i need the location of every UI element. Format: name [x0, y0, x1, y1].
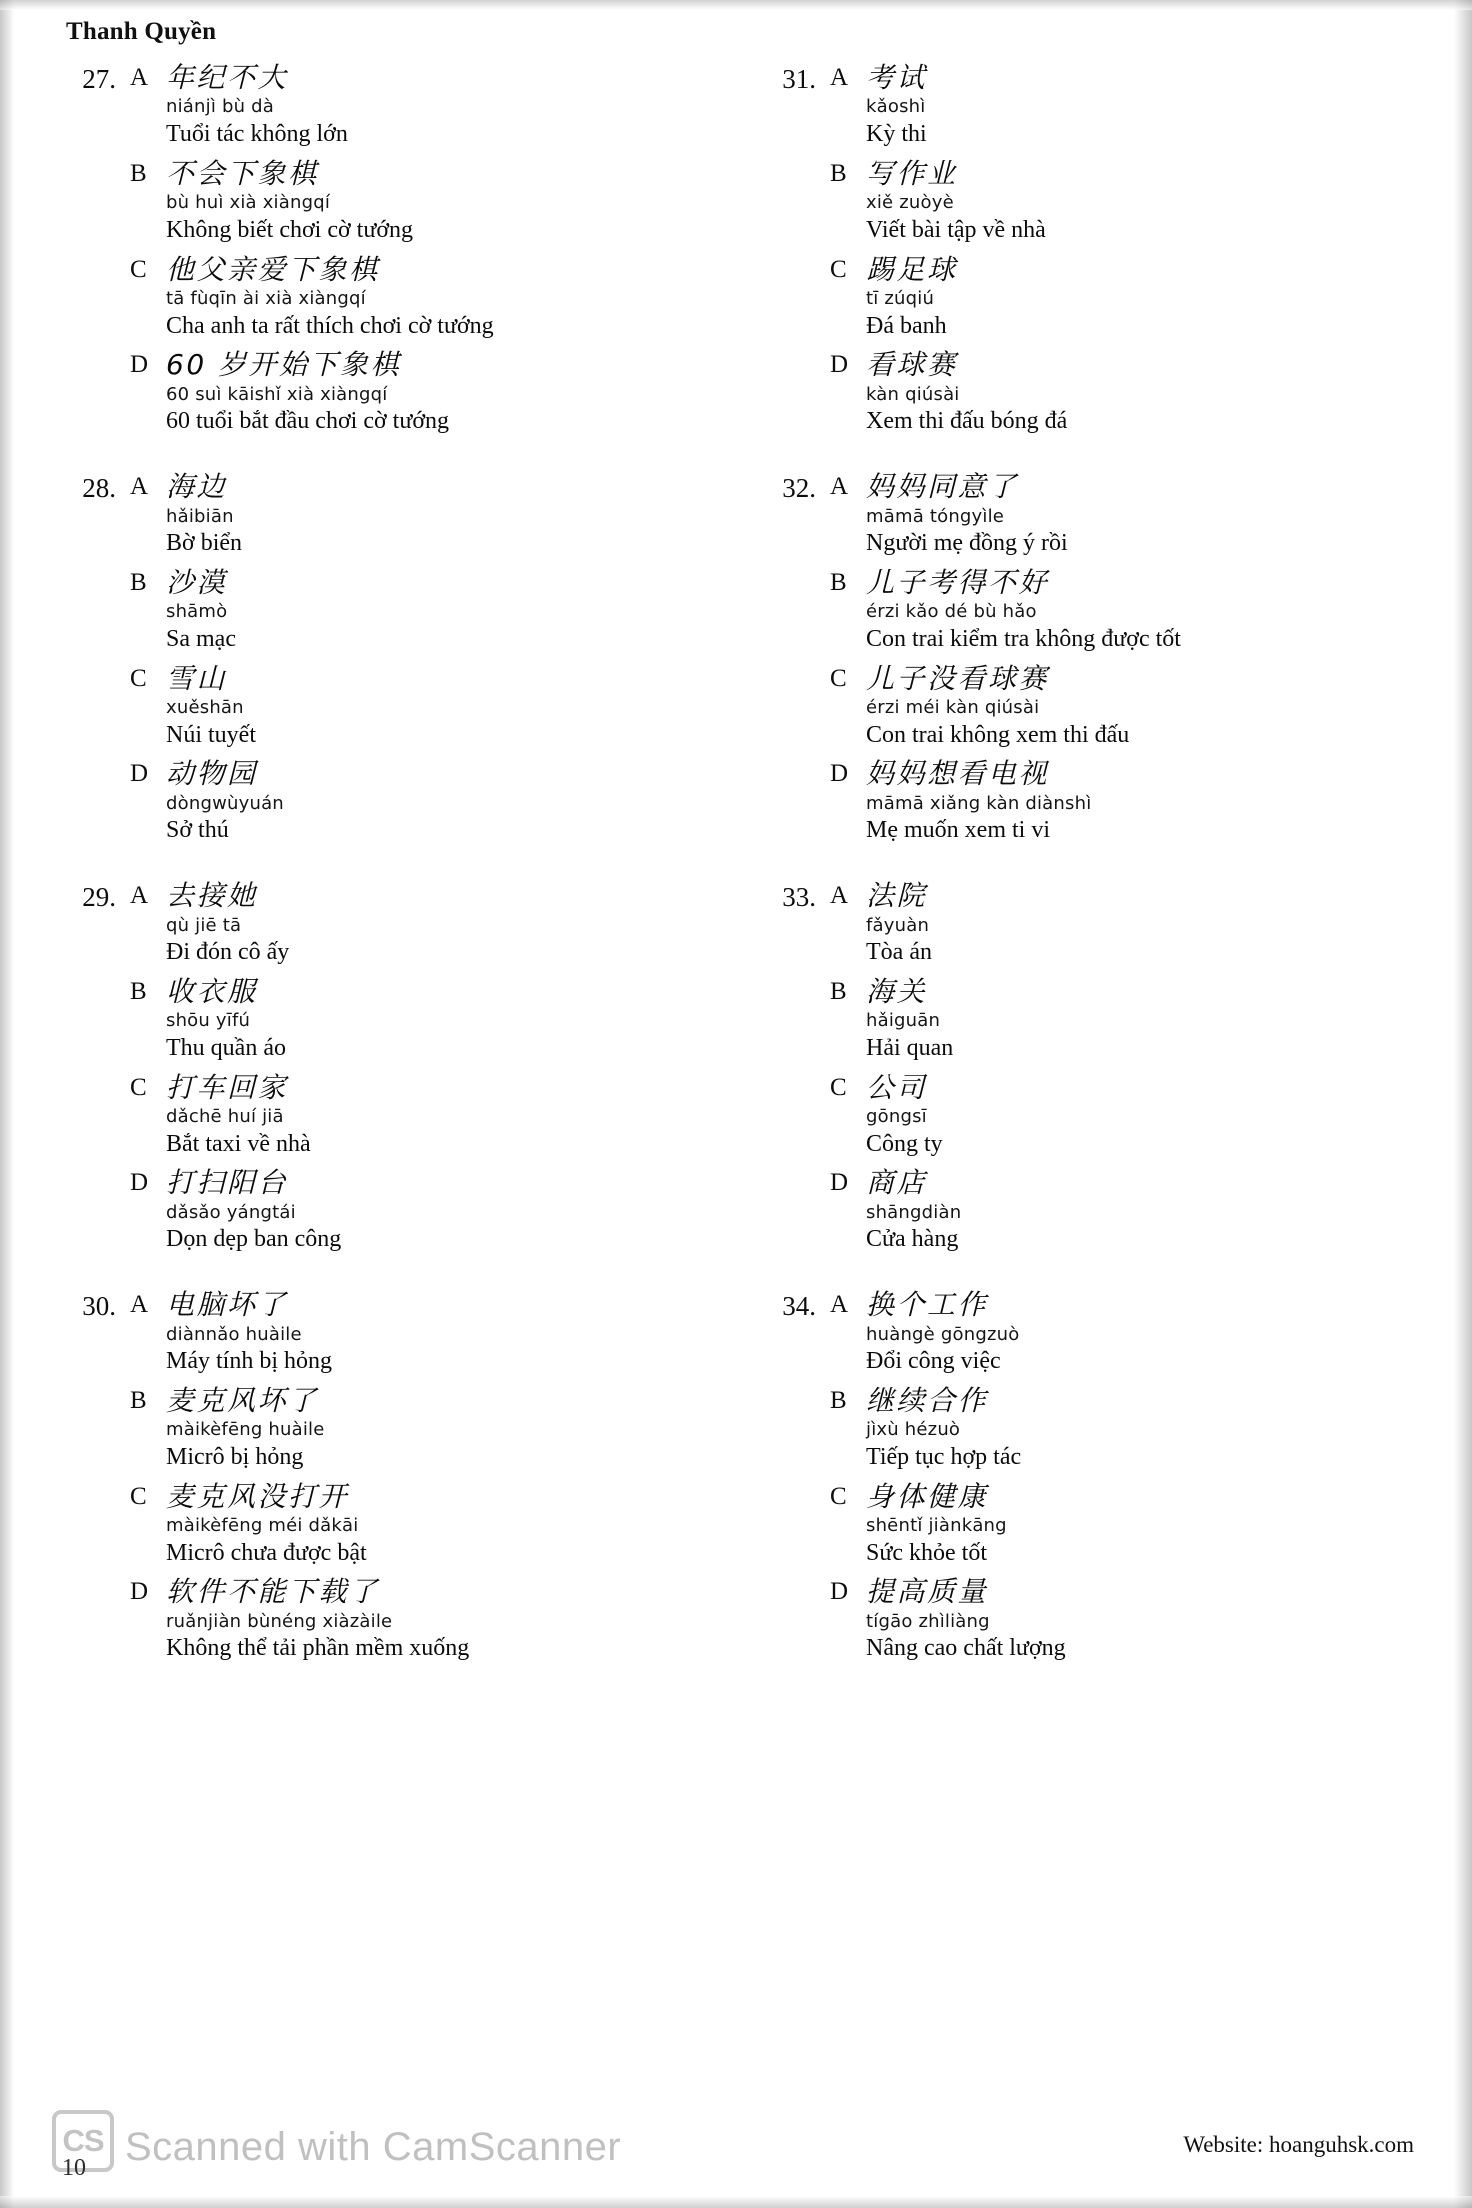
option-letter: D [130, 1578, 149, 1606]
option-pinyin: bù huì xià xiàngqí [166, 192, 331, 214]
option-pinyin: érzi kǎo dé bù hǎo [866, 601, 1037, 623]
option-content [166, 62, 740, 149]
option-vietnamese: Thu quần áo [166, 1034, 286, 1061]
option-hanzi: 写作业 [866, 156, 958, 190]
option-letter: B [830, 568, 847, 596]
option-row[interactable] [830, 758, 1472, 845]
option-hanzi: 打扫阳台 [166, 1166, 289, 1200]
option-row[interactable] [830, 349, 1472, 436]
option-letter: A [130, 882, 149, 910]
option-row[interactable] [130, 158, 740, 245]
option-content [166, 1289, 740, 1376]
option-vietnamese: Hải quan [866, 1034, 954, 1061]
option-hanzi: 身体健康 [866, 1479, 989, 1513]
option-letter: C [130, 1482, 147, 1510]
question-block [58, 62, 740, 445]
option-hanzi: 儿子没看球赛 [866, 661, 1050, 695]
option-vietnamese: Con trai không xem thi đấu [866, 721, 1130, 748]
option-hanzi: 提高质量 [866, 1575, 989, 1609]
option-letter: A [130, 1291, 149, 1319]
option-pinyin: fǎyuàn [866, 914, 930, 936]
option-content [166, 663, 740, 750]
option-content [166, 758, 740, 845]
page-edge-shadow-top [0, 0, 1472, 10]
option-pinyin: shēntǐ jiànkāng [866, 1515, 1007, 1537]
option-vietnamese: Tuổi tác không lớn [166, 120, 348, 147]
option-pinyin: tī zúqiú [866, 288, 935, 309]
option-pinyin: hǎibiān [166, 505, 234, 527]
option-content [866, 976, 1472, 1063]
option-hanzi: 考试 [866, 61, 928, 94]
option-pinyin: xiě zuòyè [866, 192, 954, 214]
option-row[interactable] [130, 1576, 740, 1663]
option-pinyin: shāmò [166, 601, 228, 623]
option-vietnamese: Mẹ muốn xem ti vi [866, 817, 1050, 844]
option-pinyin: shāngdiàn [866, 1201, 962, 1223]
option-hanzi: 收衣服 [166, 974, 258, 1008]
option-content [866, 663, 1472, 750]
page-footer [0, 2096, 1472, 2180]
option-content [866, 880, 1472, 967]
option-pinyin: māmā xiǎng kàn diànshì [866, 792, 1092, 814]
option-content [166, 254, 740, 341]
question-block [58, 880, 740, 1263]
option-letter: C [130, 664, 147, 692]
option-content [166, 1167, 740, 1254]
option-vietnamese: Sức khỏe tốt [866, 1539, 987, 1566]
question-options [830, 1289, 1472, 1672]
camscanner-watermark-text: Scanned with CamScanner [125, 2125, 622, 2169]
option-row[interactable] [830, 1289, 1472, 1376]
question-options [130, 471, 740, 854]
option-letter: B [130, 159, 147, 187]
option-letter: C [830, 255, 847, 283]
option-vietnamese: Đá banh [866, 312, 947, 339]
option-pinyin: dǎchē huí jiā [166, 1106, 284, 1128]
option-content [166, 1481, 740, 1568]
option-pinyin: tígāo zhìliàng [866, 1610, 990, 1632]
option-vietnamese: Tiếp tục hợp tác [866, 1443, 1022, 1470]
option-letter: D [830, 760, 849, 788]
option-vietnamese: Nâng cao chất lượng [866, 1635, 1066, 1662]
option-pinyin: gōngsī [866, 1106, 927, 1128]
option-vietnamese: Micrô chưa được bật [166, 1539, 367, 1566]
option-hanzi: 不会下象棋 [166, 156, 319, 190]
option-row[interactable] [130, 663, 740, 750]
question-options [130, 880, 740, 1263]
option-vietnamese: Bắt taxi về nhà [166, 1130, 311, 1157]
page-header-author: Thanh Quyền [66, 18, 217, 45]
page-number: 10 [62, 2155, 86, 2181]
option-content [166, 976, 740, 1063]
option-pinyin: shōu yīfú [166, 1010, 251, 1032]
option-hanzi: 继续合作 [866, 1383, 989, 1417]
option-row[interactable] [130, 880, 740, 967]
option-row[interactable] [830, 1481, 1472, 1568]
option-row[interactable] [830, 1167, 1472, 1254]
option-hanzi: 法院 [866, 879, 928, 913]
option-vietnamese: Tòa án [866, 939, 932, 966]
option-vietnamese: Sa mạc [166, 625, 236, 652]
option-letter: B [830, 159, 847, 187]
question-columns [0, 62, 1472, 1698]
question-options [830, 62, 1472, 445]
option-letter: A [130, 473, 149, 501]
option-letter: C [830, 664, 847, 692]
question-number: 32. [782, 473, 816, 504]
website-footer: Website: hoanguhsk.com [1183, 2132, 1414, 2157]
option-content [866, 567, 1472, 654]
option-hanzi: 儿子考得不好 [866, 565, 1050, 599]
page-edge-shadow-bottom [0, 2196, 1472, 2208]
question-number: 27. [82, 64, 116, 94]
option-pinyin: ruǎnjiàn bùnéng xiàzàile [166, 1610, 393, 1632]
option-hanzi: 妈妈想看电视 [866, 757, 1050, 791]
option-pinyin: tā fùqīn ài xià xiàngqí [166, 288, 366, 309]
option-content [166, 1072, 740, 1159]
option-pinyin: dǎsǎo yángtái [166, 1201, 296, 1223]
option-hanzi: 打车回家 [166, 1070, 289, 1104]
option-hanzi: 踢足球 [866, 252, 958, 286]
question-column-right [740, 62, 1472, 1698]
option-letter: D [830, 1169, 849, 1197]
option-hanzi: 电脑坏了 [166, 1288, 289, 1322]
question-number: 34. [782, 1291, 816, 1322]
option-hanzi: 去接她 [166, 879, 258, 913]
option-content [166, 1576, 740, 1663]
option-vietnamese: Núi tuyết [166, 721, 256, 748]
option-vietnamese: Cha anh ta rất thích chơi cờ tướng [166, 312, 494, 339]
option-row[interactable] [830, 62, 1472, 149]
option-vietnamese: Không thể tải phần mềm xuống [166, 1635, 470, 1662]
option-pinyin: 60 suì kāishǐ xià xiàngqí [166, 383, 388, 405]
option-vietnamese: Kỳ thi [866, 120, 927, 147]
option-letter: B [130, 977, 147, 1005]
option-letter: D [830, 351, 849, 379]
option-hanzi: 60 岁开始下象棋 [166, 348, 402, 382]
option-row[interactable] [130, 976, 740, 1063]
option-vietnamese: Cửa hàng [866, 1226, 959, 1253]
option-row[interactable] [130, 62, 740, 149]
option-vietnamese: Bờ biển [166, 530, 243, 557]
option-vietnamese: Xem thi đấu bóng đá [866, 408, 1068, 435]
question-options [130, 62, 740, 445]
option-content [166, 1385, 740, 1472]
question-block [58, 471, 740, 854]
option-row[interactable] [830, 1072, 1472, 1159]
question-number: 31. [782, 64, 816, 94]
option-content [866, 349, 1472, 436]
option-pinyin: niánjì bù dà [166, 96, 274, 118]
question-options [130, 1289, 740, 1672]
question-options [830, 880, 1472, 1263]
option-row[interactable] [830, 663, 1472, 750]
option-letter: B [830, 977, 847, 1005]
option-row[interactable] [830, 471, 1472, 558]
option-row[interactable] [830, 976, 1472, 1063]
question-options [830, 471, 1472, 854]
option-content [866, 158, 1472, 245]
option-hanzi: 公司 [866, 1070, 928, 1104]
option-letter: B [130, 568, 147, 596]
option-letter: B [830, 1386, 847, 1414]
question-column-left [0, 62, 740, 1698]
option-vietnamese: Đi đón cô ấy [166, 939, 290, 966]
option-row[interactable] [130, 1481, 740, 1568]
option-letter: D [830, 1578, 849, 1606]
option-row[interactable] [130, 1167, 740, 1254]
option-pinyin: xuěshān [166, 697, 244, 719]
question-number: 33. [782, 882, 816, 913]
option-pinyin: jìxù hézuò [866, 1419, 961, 1441]
option-hanzi: 年纪不大 [166, 61, 289, 94]
option-row[interactable] [830, 880, 1472, 967]
option-vietnamese: Người mẹ đồng ý rồi [866, 530, 1068, 557]
option-vietnamese: Công ty [866, 1130, 943, 1157]
option-vietnamese: Đổi công việc [866, 1348, 1001, 1375]
option-hanzi: 商店 [866, 1166, 928, 1200]
option-row[interactable] [130, 1072, 740, 1159]
option-content [166, 471, 740, 558]
option-hanzi: 看球赛 [866, 348, 958, 382]
question-number: 30. [82, 1291, 116, 1322]
option-vietnamese: Máy tính bị hỏng [166, 1348, 332, 1375]
option-hanzi: 麦克风坏了 [166, 1383, 319, 1417]
option-hanzi: 妈妈同意了 [866, 470, 1019, 504]
option-letter: A [830, 473, 849, 501]
option-vietnamese: Sở thú [166, 817, 229, 844]
option-pinyin: dòngwùyuán [166, 792, 284, 814]
option-content [866, 1481, 1472, 1568]
question-block [758, 471, 1472, 854]
option-row[interactable] [830, 158, 1472, 245]
option-content [866, 62, 1472, 149]
option-pinyin: màikèfēng méi dǎkāi [166, 1515, 359, 1537]
option-pinyin: kǎoshì [866, 96, 926, 118]
question-number: 28. [82, 473, 116, 504]
option-hanzi: 沙漠 [166, 565, 228, 599]
option-content [866, 1289, 1472, 1376]
question-block [58, 1289, 740, 1672]
option-hanzi: 麦克风没打开 [166, 1479, 350, 1513]
option-letter: C [130, 255, 147, 283]
option-vietnamese: 60 tuổi bắt đầu chơi cờ tướng [166, 408, 450, 435]
option-pinyin: qù jiē tā [166, 914, 242, 936]
option-pinyin: māmā tóngyìle [866, 505, 1005, 527]
option-letter: A [130, 64, 149, 91]
option-row[interactable] [830, 567, 1472, 654]
option-row[interactable] [130, 567, 740, 654]
camscanner-logo-icon: CS [52, 2110, 114, 2172]
option-pinyin: hǎiguān [866, 1010, 941, 1032]
option-letter: D [130, 1169, 149, 1197]
option-hanzi: 软件不能下载了 [166, 1575, 380, 1609]
option-letter: A [830, 882, 849, 910]
option-row[interactable] [130, 1289, 740, 1376]
option-letter: C [130, 1073, 147, 1101]
option-pinyin: huàngè gōngzuò [866, 1323, 1020, 1345]
option-content [166, 349, 740, 436]
option-row[interactable] [830, 254, 1472, 341]
option-letter: C [830, 1073, 847, 1101]
option-content [166, 880, 740, 967]
option-hanzi: 换个工作 [866, 1288, 989, 1322]
question-block [758, 880, 1472, 1263]
option-row[interactable] [130, 471, 740, 558]
option-pinyin: diànnǎo huàile [166, 1323, 302, 1345]
option-content [166, 158, 740, 245]
option-pinyin: màikèfēng huàile [166, 1419, 325, 1441]
option-content [866, 1385, 1472, 1472]
option-content [866, 758, 1472, 845]
option-content [866, 1576, 1472, 1663]
option-vietnamese: Viết bài tập về nhà [866, 216, 1046, 243]
option-hanzi: 海边 [166, 470, 228, 504]
option-content [866, 471, 1472, 558]
option-vietnamese: Không biết chơi cờ tướng [166, 216, 414, 243]
option-hanzi: 动物园 [166, 757, 258, 791]
option-content [866, 1072, 1472, 1159]
question-number: 29. [82, 882, 116, 913]
option-row[interactable] [130, 349, 740, 436]
option-letter: D [130, 351, 149, 379]
option-row[interactable] [130, 254, 740, 341]
option-row[interactable] [830, 1385, 1472, 1472]
option-content [866, 254, 1472, 341]
option-letter: C [830, 1482, 847, 1510]
option-letter: A [830, 64, 849, 91]
option-letter: D [130, 760, 149, 788]
option-hanzi: 雪山 [166, 661, 228, 695]
option-vietnamese: Con trai kiểm tra không được tốt [866, 625, 1181, 652]
option-content [866, 1167, 1472, 1254]
option-hanzi: 他父亲爱下象棋 [166, 252, 380, 286]
option-vietnamese: Dọn dẹp ban công [166, 1226, 342, 1253]
option-pinyin: érzi méi kàn qiúsài [866, 697, 1040, 719]
option-content [166, 567, 740, 654]
option-letter: B [130, 1386, 147, 1414]
option-vietnamese: Micrô bị hỏng [166, 1443, 304, 1470]
option-row[interactable] [130, 1385, 740, 1472]
question-block [758, 1289, 1472, 1672]
option-row[interactable] [830, 1576, 1472, 1663]
option-pinyin: kàn qiúsài [866, 383, 960, 405]
option-hanzi: 海关 [866, 974, 928, 1008]
option-row[interactable] [130, 758, 740, 845]
question-block [758, 62, 1472, 445]
option-letter: A [830, 1291, 849, 1319]
